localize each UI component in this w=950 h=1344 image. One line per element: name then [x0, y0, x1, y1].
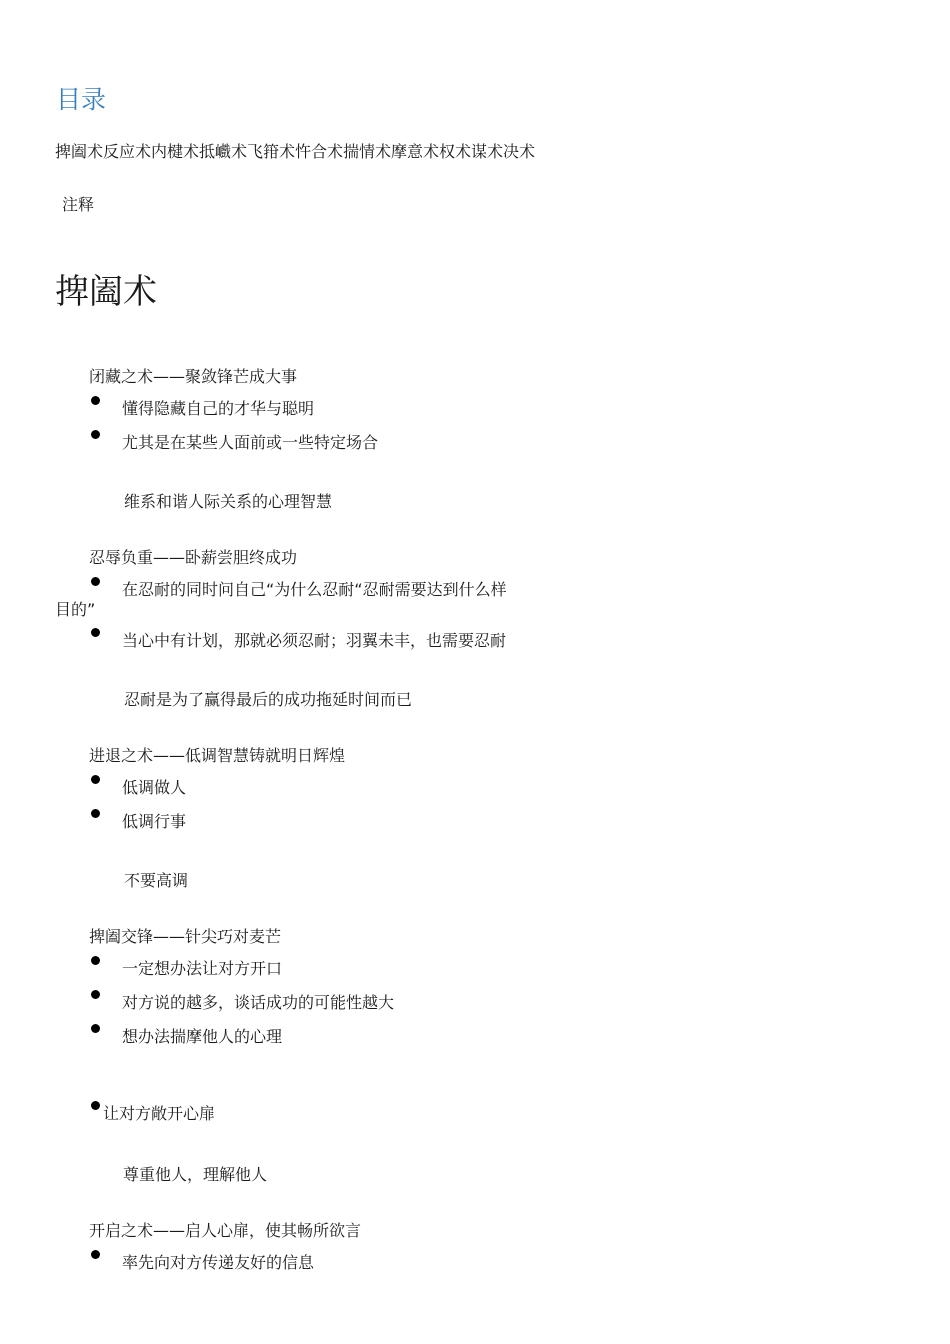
list-item: 懂得隐藏自己的才华与聪明 — [122, 399, 315, 418]
section-heading: 进退之术——低调智慧铸就明日辉煌 — [89, 746, 346, 765]
list-item: 低调行事 — [122, 812, 187, 831]
bullet-icon — [91, 430, 100, 439]
section-summary: 忍耐是为了赢得最后的成功拖延时间而已 — [124, 690, 413, 709]
bullet-icon — [91, 577, 100, 586]
section-summary: 不要高调 — [124, 871, 189, 890]
toc-note-link[interactable]: 注释 — [62, 195, 95, 214]
bullet-icon — [91, 1024, 100, 1033]
bullet-icon — [91, 1250, 100, 1259]
list-item: 当心中有计划，那就必须忍耐；羽翼未丰，也需要忍耐 — [122, 631, 507, 650]
section-heading: 闭藏之术——聚敛锋芒成大事 — [89, 367, 298, 386]
bullet-icon — [91, 1101, 100, 1110]
toc-links[interactable]: 捭阖术反应术内楗术抵巇术飞箝术忤合术揣情术摩意术权术谋术决术 — [55, 142, 536, 161]
bullet-icon — [91, 990, 100, 999]
list-item: 对方说的越多，谈话成功的可能性越大 — [122, 993, 395, 1012]
section-heading: 捭阖交锋——针尖巧对麦芒 — [89, 927, 282, 946]
section-heading: 开启之术——启人心扉，使其畅所欲言 — [89, 1221, 362, 1240]
list-item: 尤其是在某些人面前或一些特定场合 — [122, 433, 379, 452]
list-item: 让对方敞开心扉 — [103, 1104, 216, 1123]
toc-heading: 目录 — [56, 85, 107, 114]
list-item: 想办法揣摩他人的心理 — [122, 1027, 283, 1046]
list-item-wrap: 目的” — [55, 600, 96, 619]
section-summary: 尊重他人，理解他人 — [123, 1165, 268, 1184]
bullet-icon — [91, 809, 100, 818]
bullet-icon — [91, 956, 100, 965]
list-item: 在忍耐的同时问自己“为什么忍耐“忍耐需要达到什么样 — [122, 580, 507, 599]
chapter-title: 捭阖术 — [55, 272, 157, 312]
list-item: 低调做人 — [122, 778, 187, 797]
list-item: 一定想办法让对方开口 — [122, 959, 283, 978]
section-summary: 维系和谐人际关系的心理智慧 — [124, 492, 333, 511]
section-heading: 忍辱负重——卧薪尝胆终成功 — [89, 548, 298, 567]
bullet-icon — [91, 775, 100, 784]
list-item: 率先向对方传递友好的信息 — [122, 1253, 315, 1272]
bullet-icon — [91, 396, 100, 405]
bullet-icon — [91, 628, 100, 637]
